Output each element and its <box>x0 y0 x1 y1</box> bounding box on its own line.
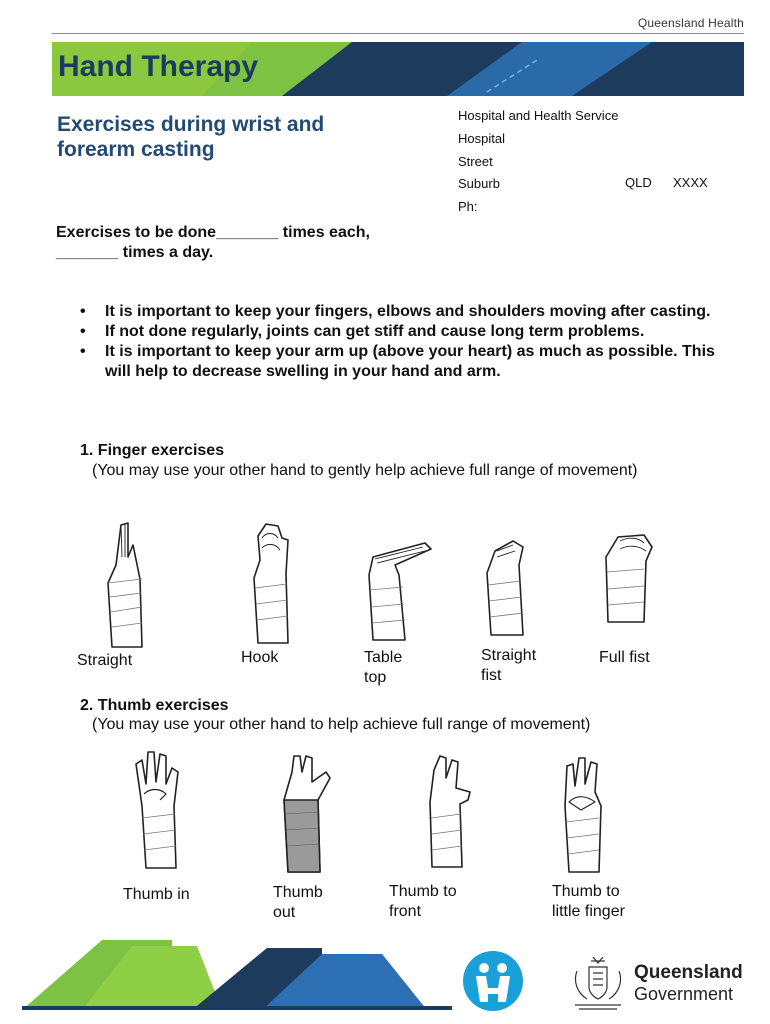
government-name-line2: Government <box>634 984 734 1004</box>
address-suburb: Suburb <box>458 176 500 191</box>
address-postcode: XXXX <box>673 175 708 190</box>
thumb-to-little-finger-icon <box>555 752 615 877</box>
hhs-logo-icon <box>462 950 524 1012</box>
caption-hook: Hook <box>241 649 279 666</box>
address-state: QLD <box>625 175 652 190</box>
page-title: Hand Therapy <box>58 50 259 83</box>
address-hospital: Hospital <box>458 131 505 146</box>
caption-thumb-to-front: Thumb to front <box>389 883 457 920</box>
finger-exercises-note: (You may use your other hand to gently help achieve full range of movement) <box>92 462 638 479</box>
hand-table-top-icon <box>365 535 435 645</box>
hand-full-fist-icon <box>600 527 660 627</box>
finger-exercises-title: 1. Finger exercises <box>80 442 225 459</box>
advice-item: • If not done regularly, joints can get stiff and cause long term problems. <box>78 322 718 342</box>
caption-thumb-in: Thumb in <box>123 886 190 903</box>
thumb-exercises-title: 2. Thumb exercises <box>80 697 229 714</box>
hand-straight-fist-icon <box>483 535 535 640</box>
thumb-out-icon <box>276 752 336 877</box>
queensland-crest-icon <box>567 953 629 1011</box>
caption-straight-fist: Straight fist <box>481 647 537 684</box>
government-name-line1: Queensland <box>634 962 743 983</box>
caption-straight: Straight <box>77 652 133 669</box>
thumb-exercises-note: (You may use your other hand to help achieve full range of movement) <box>92 716 591 733</box>
hand-hook-icon <box>248 518 298 648</box>
thumb-to-front-icon <box>420 752 480 872</box>
address-street: Street <box>458 154 493 169</box>
advice-list <box>78 302 718 382</box>
caption-table-top: Table top <box>364 649 403 686</box>
address-service: Hospital and Health Service <box>458 108 619 123</box>
advice-item: • It is important to keep your fingers, elbows and shoulders moving after casting. <box>78 302 718 322</box>
hand-straight-icon <box>100 517 152 652</box>
advice-item: • It is important to keep your arm up (above your heart) as much as possible. This will help to decrease swelling in your hand and arm. <box>78 342 718 382</box>
document-subtitle: Exercises during wrist and forearm casting <box>57 113 325 161</box>
org-name: Queensland Health <box>637 16 744 30</box>
caption-thumb-to-little-finger: Thumb to little finger <box>552 883 625 920</box>
header-rule <box>52 33 744 34</box>
caption-full-fist: Full fist <box>599 649 650 666</box>
repetitions-instruction: Exercises to be done_______ times each, _______ times a day. <box>56 224 370 261</box>
address-phone: Ph: <box>458 199 478 214</box>
footer-band <box>22 938 452 1010</box>
thumb-in-icon <box>130 748 190 873</box>
caption-thumb-out: Thumb out <box>273 884 323 921</box>
